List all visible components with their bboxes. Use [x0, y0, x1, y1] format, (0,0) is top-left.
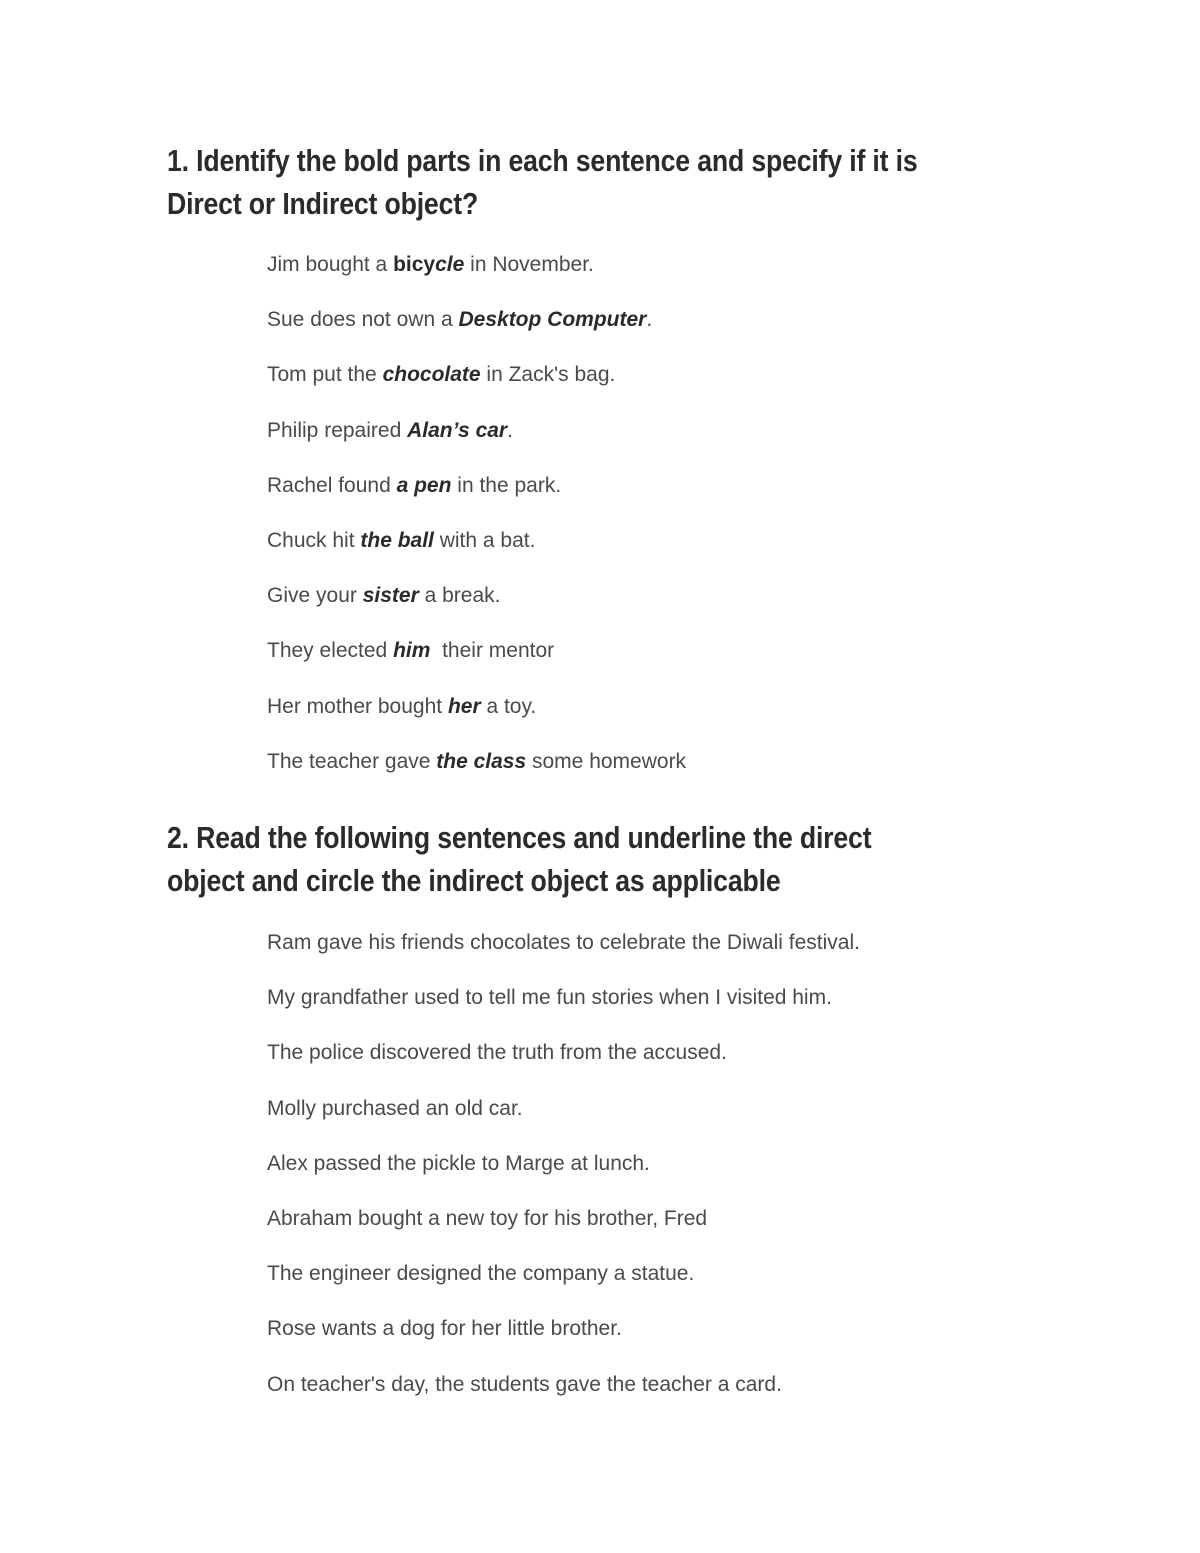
item-bold-part: Alan’s car [407, 418, 508, 442]
item-bold-part: chocolate [382, 363, 481, 387]
item-bold-part: sister [362, 584, 419, 608]
item-text: The police discovered the truth from the accused. [267, 1041, 727, 1065]
item-text-after: in November. [464, 253, 594, 276]
item-bold-part [393, 253, 464, 276]
item-text-after: with a bat. [433, 528, 536, 552]
item-text [267, 356, 615, 394]
item-bold-part: Desktop Computer [458, 308, 647, 332]
item-text: Ram gave his friends chocolates to celebrate the Diwali festival. [267, 931, 860, 954]
item-text-before: Her mother bought [267, 694, 448, 718]
item-text-before: Jim bought a [267, 253, 394, 276]
item-text [267, 632, 554, 670]
item-text-before: Sue does not own a [267, 308, 459, 332]
section-1-heading-line-1: 1. Identify the bold parts in each sentence and specify if it is [167, 143, 918, 178]
section-2-heading [167, 816, 941, 902]
item-text: On teacher's day, the students gave the teacher a card. [267, 1372, 782, 1396]
item-bold-part: the ball [360, 528, 434, 552]
item-text: The engineer designed the company a statue. [267, 1262, 695, 1286]
item-text-before: The teacher gave [267, 749, 437, 773]
section-1-heading-line-2: Direct or Indirect object? [167, 186, 479, 221]
item-text [267, 301, 652, 339]
item-bold-part: her [447, 694, 481, 718]
item-text-after: a break. [418, 584, 501, 608]
item-text: Molly purchased an old car. [267, 1096, 523, 1120]
section-2-heading-line-1: 2. Read the following sentences and underline the direct [167, 820, 872, 855]
item-text-after: in the park. [451, 473, 562, 497]
item-text [267, 688, 536, 726]
item-text [267, 743, 686, 781]
item-bold-part: him [393, 639, 431, 663]
item-bold-part-b: cle [435, 253, 465, 276]
item-text-after: their mentor [430, 639, 555, 663]
item-text-before: Chuck hit [267, 528, 361, 552]
section-2-heading-line-2: object and circle the indirect object as applicable [167, 863, 781, 898]
item-text-after: a toy. [480, 694, 537, 718]
item-text [267, 246, 594, 284]
item-text-before: Give your [267, 584, 363, 608]
item-text [267, 522, 535, 560]
item-text-before: Tom put the [267, 363, 383, 387]
item-text: Alex passed the pickle to Marge at lunch. [267, 1151, 650, 1175]
item-text: Rose wants a dog for her little brother. [267, 1317, 622, 1341]
item-text-after: in Zack's bag. [480, 363, 616, 387]
item-bold-part: the class [436, 749, 527, 773]
item-text [267, 577, 500, 615]
section-1-heading [167, 139, 941, 225]
item-text-before: Philip repaired [267, 418, 408, 442]
item-text-before: They elected [267, 639, 394, 663]
item-text-before: Rachel found [267, 473, 397, 497]
item-text [267, 467, 561, 505]
item-bold-part-a: bicy [393, 253, 436, 276]
item-text-after: . [646, 308, 653, 332]
item-text: Abraham bought a new toy for his brother, Fred [267, 1206, 708, 1230]
item-bold-part: a pen [396, 473, 452, 497]
item-text [267, 412, 513, 450]
item-text-after: . [507, 418, 513, 442]
item-text-after: some homework [526, 749, 687, 773]
item-text: My grandfather used to tell me fun stories when I visited him. [267, 986, 832, 1010]
